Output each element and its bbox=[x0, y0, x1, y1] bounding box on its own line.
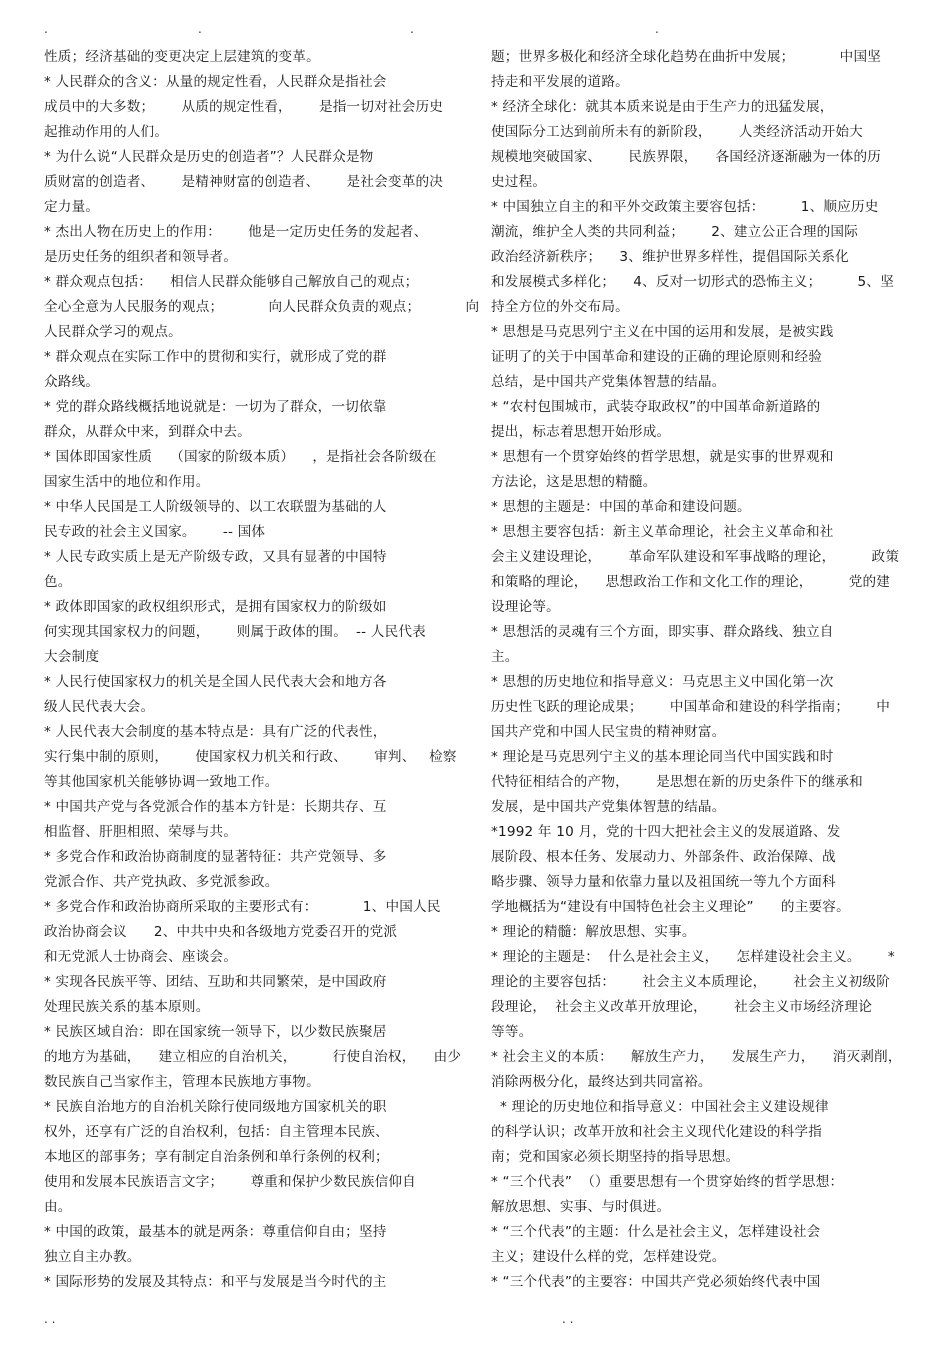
text-line: 主。 bbox=[491, 649, 519, 665]
text-line: * 理论是马克思列宁主义的基本理论同当代中国实践和时 bbox=[491, 749, 834, 765]
text-line: 数民族自己当家作主，管理本民族地方事物。 bbox=[44, 1074, 320, 1090]
text-line: 段理论， 社会主义改革开放理论， 社会主义市场经济理论 bbox=[491, 999, 873, 1015]
text-line: 处理民族关系的基本原则。 bbox=[44, 999, 210, 1015]
text-line: 南；党和国家必须长期坚持的指导思想。 bbox=[491, 1149, 740, 1165]
text-line: 史过程。 bbox=[491, 174, 547, 190]
text-line: 群众，从群众中来，到群众中去。 bbox=[44, 424, 251, 440]
text-line: * 为什么说“人民群众是历史的创造者”？人民群众是物 bbox=[44, 149, 374, 165]
text-line: * 中华人民国是工人阶级领导的、以工农联盟为基础的人 bbox=[44, 499, 387, 515]
text-line: 国共产党和中国人民宝贵的精神财富。 bbox=[491, 724, 726, 740]
text-line: * 中国共产党与各党派合作的基本方针是：长期共存、互 bbox=[44, 799, 387, 815]
text-line: 色。 bbox=[44, 574, 72, 590]
text-line: * “三个代表” （）重要思想有一个贯穿始终的哲学思想： bbox=[491, 1174, 844, 1190]
text-line: 全心全意为人民服务的观点； 向人民群众负责的观点； 向 bbox=[44, 299, 480, 315]
text-line: 民专政的社会主义国家。 -- 国体 bbox=[44, 524, 266, 540]
footer-dots-left: . . bbox=[44, 1312, 56, 1326]
text-line: * 政体即国家的政权组织形式，是拥有国家权力的阶级如 bbox=[44, 599, 387, 615]
text-line: 持全方位的外交布局。 bbox=[491, 299, 629, 315]
text-line: 的地方为基础， 建立相应的自治机关， 行使自治权， 由少 bbox=[44, 1049, 462, 1065]
text-line: * 多党合作和政治协商制度的显著特征：共产党领导、多 bbox=[44, 849, 387, 865]
text-line: * 实现各民族平等、团结、互助和共同繁荣，是中国政府 bbox=[44, 974, 387, 990]
footer-dots-right: . . bbox=[562, 1312, 574, 1326]
text-line: 政治协商会议 2、中共中央和各级地方党委召开的党派 bbox=[44, 924, 398, 940]
text-line: 独立自主办教。 bbox=[44, 1249, 141, 1265]
header-dot-3: . bbox=[410, 22, 414, 36]
text-line: 解放思想、实事、与时俱进。 bbox=[491, 1199, 671, 1215]
text-line: * 思想是马克思列宁主义在中国的运用和发展，是被实践 bbox=[491, 324, 834, 340]
text-line: 设理论等。 bbox=[491, 599, 560, 615]
text-line: * 群众观点包括： 相信人民群众能够自己解放自己的观点； bbox=[44, 274, 419, 290]
text-line: * 思想的历史地位和指导意义：马克思主义中国化第一次 bbox=[491, 674, 834, 690]
header-dot-2: . bbox=[198, 22, 202, 36]
text-line: 发展，是中国共产党集体智慧的结晶。 bbox=[491, 799, 726, 815]
text-line: 和无党派人士协商会、座谈会。 bbox=[44, 949, 238, 965]
text-line: * 国际形势的发展及其特点：和平与发展是当今时代的主 bbox=[44, 1274, 387, 1290]
text-line: 定力量。 bbox=[44, 199, 100, 215]
text-line: 众路线。 bbox=[44, 374, 100, 390]
text-line: 起推动作用的人们。 bbox=[44, 124, 169, 140]
text-line: 展阶段、根本任务、发展动力、外部条件、政治保障、战 bbox=[491, 849, 836, 865]
text-line: 等其他国家机关能够协调一致地工作。 bbox=[44, 774, 279, 790]
text-line: * 民族自治地方的自治机关除行使同级地方国家机关的职 bbox=[44, 1099, 387, 1115]
text-line: * 中国独立自主的和平外交政策主要容包括： 1、顺应历史 bbox=[491, 199, 879, 215]
right-column bbox=[491, 45, 903, 1295]
text-line: 何实现其国家权力的问题， 则属于政体的围。 -- 人民代表 bbox=[44, 624, 426, 640]
text-line: * 人民行使国家权力的机关是全国人民代表大会和地方各 bbox=[44, 674, 387, 690]
text-line: 国家生活中的地位和作用。 bbox=[44, 474, 210, 490]
text-line: 实行集中制的原则， 使国家权力机关和行政、 审判、 检察 bbox=[44, 749, 457, 765]
text-line: * 社会主义的本质： 解放生产力， 发展生产力， 消灭剥削， bbox=[491, 1049, 902, 1065]
text-line: 理论的主要容包括： 社会主义本质理论， 社会主义初级阶 bbox=[491, 974, 891, 990]
header-dot-4: . bbox=[655, 22, 659, 36]
text-line: 使用和发展本民族语言文字； 尊重和保护少数民族信仰自 bbox=[44, 1174, 416, 1190]
text-line: 消除两极分化，最终达到共同富裕。 bbox=[491, 1074, 712, 1090]
text-line: * “三个代表”的主题：什么是社会主义，怎样建设社会 bbox=[491, 1224, 821, 1240]
text-line: 党派合作、共产党执政、多党派参政。 bbox=[44, 874, 279, 890]
text-line: * 国体即国家性质 （国家的阶级本质） ，是指社会各阶级在 bbox=[44, 449, 437, 465]
text-line: 使国际分工达到前所未有的新阶段， 人类经济活动开始大 bbox=[491, 124, 863, 140]
text-line: 的科学认识；改革开放和社会主义现代化建设的科学指 bbox=[491, 1124, 823, 1140]
text-line: 略步骤、领导力量和依靠力量以及祖国统一等九个方面科 bbox=[491, 874, 836, 890]
text-line: 等等。 bbox=[491, 1024, 533, 1040]
text-line: * 理论的历史地位和指导意义：中国社会主义建设规律 bbox=[491, 1099, 829, 1115]
text-line: 代特征相结合的产物， 是思想在新的历史条件下的继承和 bbox=[491, 774, 863, 790]
text-line: 规模地突破国家、 民族界限， 各国经济逐渐融为一体的历 bbox=[491, 149, 882, 165]
text-line: 历史性飞跃的理论成果； 中国革命和建设的科学指南； 中 bbox=[491, 699, 891, 715]
text-line: * 经济全球化：就其本质来说是由于生产力的迅猛发展， bbox=[491, 99, 834, 115]
text-line: 主义；建设什么样的党，怎样建设党。 bbox=[491, 1249, 726, 1265]
text-line: 性质；经济基础的变更决定上层建筑的变革。 bbox=[44, 49, 320, 65]
text-line: * “三个代表”的主要容：中国共产党必须始终代表中国 bbox=[491, 1274, 821, 1290]
text-line: * 思想的主题是：中国的革命和建设问题。 bbox=[491, 499, 751, 515]
text-line: 提出，标志着思想开始形成。 bbox=[491, 424, 671, 440]
text-line: 题；世界多极化和经济全球化趋势在曲折中发展； 中国坚 bbox=[491, 49, 882, 65]
text-line: 方法论，这是思想的精髓。 bbox=[491, 474, 657, 490]
text-line: * 理论的精髓：解放思想、实事。 bbox=[491, 924, 696, 940]
text-line: 是历史任务的组织者和领导者。 bbox=[44, 249, 238, 265]
header-dot-1: . bbox=[44, 22, 48, 36]
text-line: 大会制度 bbox=[44, 649, 100, 665]
text-line: 政治经济新秩序； 3、维护世界多样性，提倡国际关系化 bbox=[491, 249, 849, 265]
text-line: * 思想有一个贯穿始终的哲学思想，就是实事的世界观和 bbox=[491, 449, 834, 465]
text-line: 权外，还享有广泛的自治权利，包括：自主管理本民族、 bbox=[44, 1124, 389, 1140]
text-line: 本地区的部事务；享有制定自治条例和单行条例的权利； bbox=[44, 1149, 389, 1165]
text-line: 会主义建设理论， 革命军队建设和军事战略的理论， 政策 bbox=[491, 549, 900, 565]
text-line: *1992 年 10 月，党的十四大把社会主义的发展道路、发 bbox=[491, 824, 841, 840]
text-line: * 思想活的灵魂有三个方面，即实事、群众路线、独立自 bbox=[491, 624, 834, 640]
text-line: * 群众观点在实际工作中的贯彻和实行，就形成了党的群 bbox=[44, 349, 387, 365]
text-line: 和发展模式多样化； 4、反对一切形式的恐怖主义； 5、坚 bbox=[491, 274, 894, 290]
text-line: 潮流，维护全人类的共同利益； 2、建立公正合理的国际 bbox=[491, 224, 859, 240]
text-line: 和策略的理论， 思想政治工作和文化工作的理论， 党的建 bbox=[491, 574, 891, 590]
text-line: 持走和平发展的道路。 bbox=[491, 74, 629, 90]
text-line: * 人民代表大会制度的基本特点是：具有广泛的代表性， bbox=[44, 724, 387, 740]
text-line: * 理论的主题是： 什么是社会主义， 怎样建设社会主义。 * bbox=[491, 949, 895, 965]
text-line: * 民族区域自治：即在国家统一领导下，以少数民族聚居 bbox=[44, 1024, 387, 1040]
text-line: 总结，是中国共产党集体智慧的结晶。 bbox=[491, 374, 726, 390]
text-line: 相监督、肝胆相照、荣辱与共。 bbox=[44, 824, 238, 840]
text-line: * 中国的政策，最基本的就是两条：尊重信仰自由；坚持 bbox=[44, 1224, 387, 1240]
text-line: * 党的群众路线概括地说就是：一切为了群众，一切依靠 bbox=[44, 399, 387, 415]
text-line: * 思想主要容包括：新主义革命理论，社会主义革命和社 bbox=[491, 524, 834, 540]
text-line: 质财富的创造者、 是精神财富的创造者、 是社会变革的决 bbox=[44, 174, 444, 190]
text-line: * 人民专政实质上是无产阶级专政，又具有显著的中国特 bbox=[44, 549, 387, 565]
text-line: 成员中的大多数； 从质的规定性看， 是指一切对社会历史 bbox=[44, 99, 444, 115]
text-line: * “农村包围城市，武装夺取政权”的中国革命新道路的 bbox=[491, 399, 821, 415]
text-line: * 人民群众的含义：从量的规定性看，人民群众是指社会 bbox=[44, 74, 387, 90]
text-line: * 多党合作和政治协商所采取的主要形式有： 1、中国人民 bbox=[44, 899, 441, 915]
text-line: 证明了的关于中国革命和建设的正确的理论原则和经验 bbox=[491, 349, 823, 365]
text-line: * 杰出人物在历史上的作用： 他是一定历史任务的发起者、 bbox=[44, 224, 428, 240]
left-column bbox=[44, 45, 480, 1295]
text-line: 由。 bbox=[44, 1199, 72, 1215]
text-line: 人民群众学习的观点。 bbox=[44, 324, 182, 340]
text-line: 级人民代表大会。 bbox=[44, 699, 155, 715]
text-line: 学地概括为“建设有中国特色社会主义理论” 的主要容。 bbox=[491, 899, 850, 915]
